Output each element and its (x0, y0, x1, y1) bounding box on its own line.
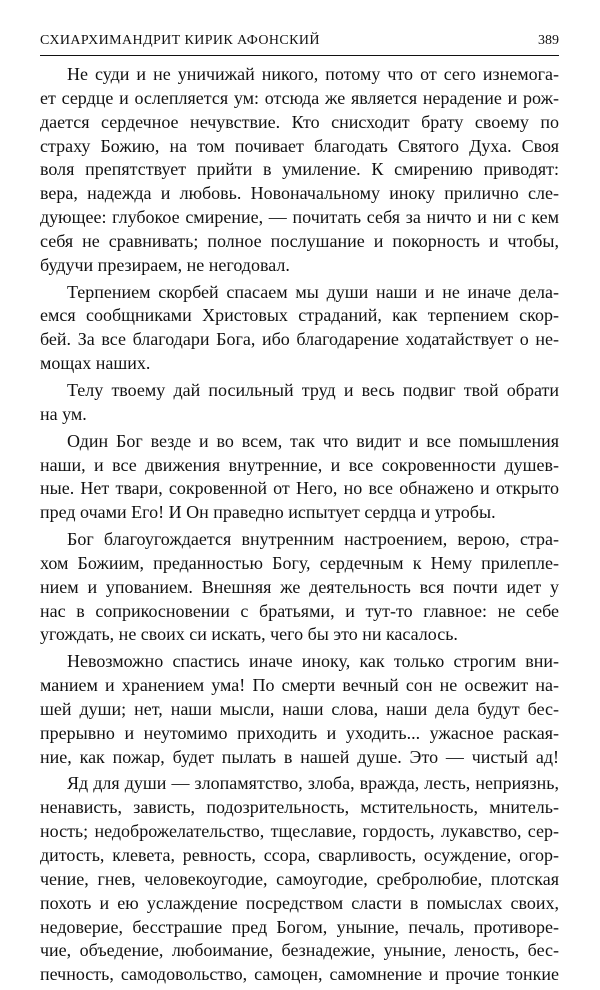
text-line: Не суди и не уничижай никого, потому что от сего изнемога- (67, 64, 559, 84)
text-line: ные. Нет твари, сокровенной от Него, но все обнажено и открыто (40, 478, 559, 499)
text-line: вера, надежда и любовь. Новоначальному иноку прилично сле- (40, 183, 559, 204)
paragraph (40, 528, 559, 647)
text-line: страху Божию, на том почивает благодать Святого Духа. Своя (40, 135, 559, 156)
text-line: прерывно и неутомимо приходить и уходить... ужасное раская- (40, 722, 559, 743)
running-header (40, 31, 559, 51)
text-line: нием и упованием. Внешняя же деятельность вся почти идет у (40, 576, 559, 597)
text-line: мощах наших. (40, 353, 151, 374)
text-line: бей. За все благодари Бога, ибо благодарение ходатайствует о не- (40, 329, 559, 350)
text-line: ет сердце и ослепляется ум: отсюда же является нерадение и рож- (40, 87, 559, 108)
text-line: дается сердечное нечувствие. Кто снисходит брату своему по (40, 111, 559, 132)
text-line: ненависть, зависть, подозрительность, мстительность, мнитель- (40, 797, 559, 818)
paragraph (40, 650, 559, 769)
text-line: похоть и ею услаждение посредством сласти в помыслах своих, (40, 892, 559, 913)
text-line: дитость, клевета, ревность, ссора, сварливость, осуждение, огор- (40, 845, 559, 865)
text-line: угождать, не своих си искать, чего бы это ни касалось. (40, 624, 458, 645)
text-line: Один Бог везде и во всем, так что видит и все помышления (67, 430, 559, 451)
paragraph (40, 430, 559, 525)
text-line: воля препятствует прийти в умиление. К смирению приводят: (40, 159, 559, 180)
text-line: дующее: глубокое смирение, — почитать себя за ничто и ни с кем (40, 207, 559, 228)
text-line: недоверие, бесстрашие пред Богом, уныние, печаль, противоре- (40, 916, 559, 937)
text-line: нас в соприкосновении с братьями, и тут-то главное: не себе (40, 600, 559, 621)
paragraph (40, 281, 559, 376)
text-line: печность, самодовольство, самоцен, самомнение и прочие тонкие (40, 964, 559, 985)
text-line: Невозможно спастись иначе иноку, как только строгим вни- (67, 651, 559, 672)
text-line: манием и хранением ума! По смерти вечный сон не освежит на- (40, 675, 559, 696)
text-line: емся сообщниками Христовых страданий, как терпением скор- (40, 305, 559, 326)
text-line: шей души; нет, наши мысли, наши слова, наши дела будут бес- (40, 698, 559, 719)
text-line: наши, и все движения внутренние, и все сокровенности душев- (40, 454, 559, 475)
text-line: ность; недоброжелательство, тщеславие, гордость, лукавство, сер- (40, 821, 559, 842)
text-line: ние, как пожар, будет пылать в нашей душе. Это — чистый ад! (40, 746, 559, 767)
text-line: чие, объедение, любоимание, безнадежие, уныние, леность, бес- (40, 940, 559, 961)
text-line: будучи презираем, не негодовал. (40, 254, 290, 275)
paragraph (40, 379, 559, 427)
paragraph (40, 772, 559, 987)
text-line: себя не сравнивать; полное послушание и покорность и чтобы, (40, 230, 559, 251)
text-line: Телу твоему дай посильный труд и весь подвиг твой обрати (67, 379, 559, 400)
header-rule (40, 55, 559, 56)
text-line: Яд для души — злопамятство, злоба, вражда, лесть, неприязнь, (67, 773, 559, 794)
text-line: Терпением скорбей спасаем мы души наши и не иначе дела- (67, 281, 559, 302)
text-line: пред очами Его! И Он праведно испытует сердца и утробы. (40, 502, 496, 523)
text-line: хом Божиим, преданностью Богу, сердечным к Нему прилепле- (40, 552, 559, 573)
body-text (40, 63, 559, 990)
text-line: чение, гнев, человекоугодие, самоугодие, сребролюбие, плотская (40, 868, 559, 889)
page-number: 389 (538, 33, 559, 48)
text-line: на ум. (40, 403, 87, 424)
text-line: Бог благоугождается внутренним настроением, верою, стра- (67, 529, 559, 550)
paragraph (40, 63, 559, 278)
running-head-title: СХИАРХИМАНДРИТ КИРИК АФОНСКИЙ (40, 33, 320, 48)
